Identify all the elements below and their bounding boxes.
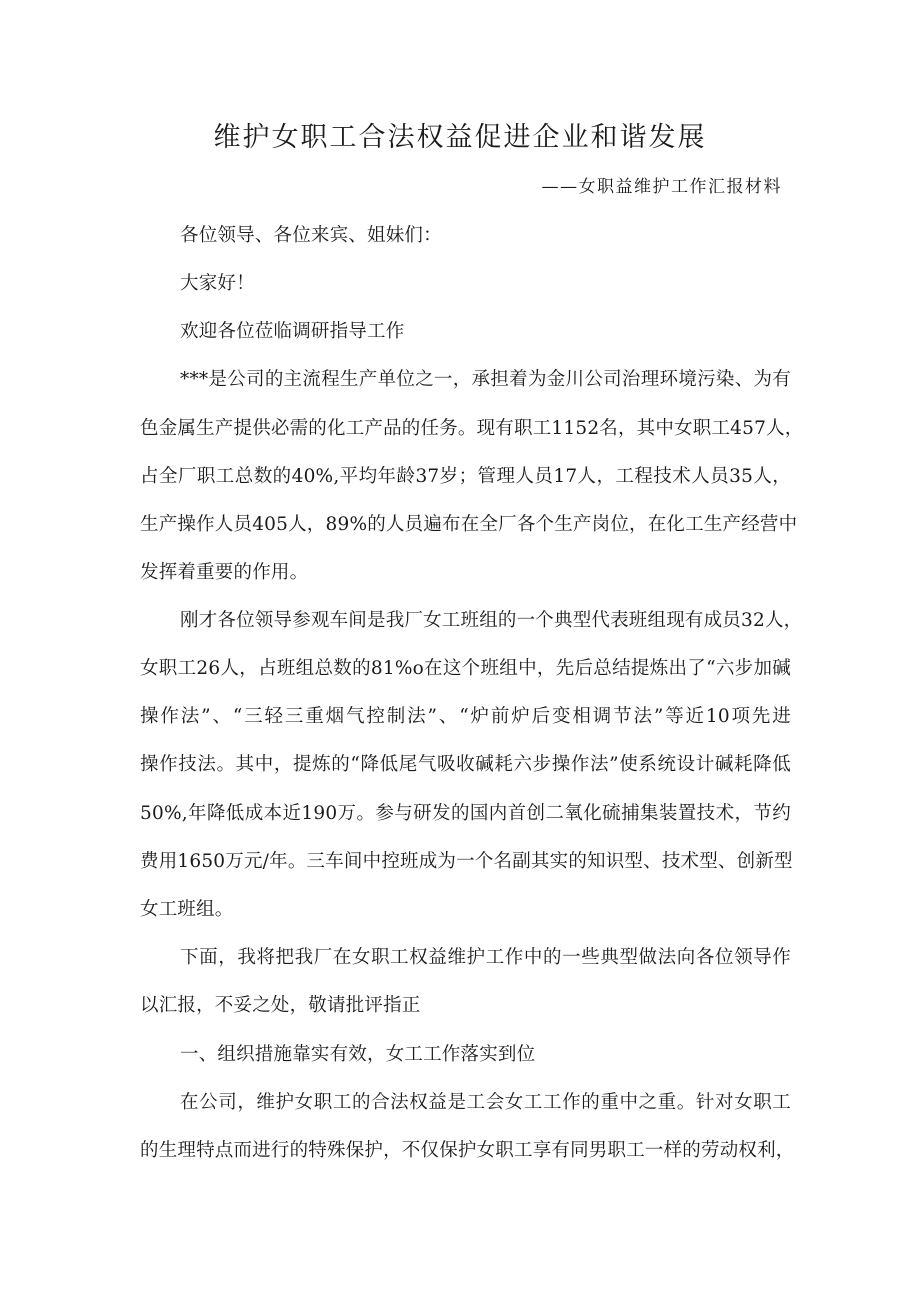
paragraph-line: ***是公司的主流程生产单位之一，承担着为金川公司治理环境污染、为有 <box>180 369 791 390</box>
welcome-line: 欢迎各位莅临调研指导工作 <box>180 321 405 342</box>
paragraph-line: 女职工26人，占班组总数的81%o在这个班组中，先后总结提炼出了“六步加碱 <box>140 658 791 679</box>
greeting-line: 大家好！ <box>180 273 255 294</box>
paragraph-line: 发挥着重要的作用。 <box>140 562 309 583</box>
salutation-line: 各位领导、各位来宾、姐妹们： <box>180 225 442 246</box>
paragraph-line: 操作技法。其中，提炼的“降低尾气吸收碱耗六步操作法”使系统设计碱耗降低 <box>140 754 791 775</box>
paragraph-line: 占全厂职工总数的40%,平均年龄37岁；管理人员17人，工程技术人员35人， <box>140 466 791 487</box>
paragraph-line: 费用1650万元/年。三车间中控班成为一个名副其实的知识型、技术型、创新型 <box>140 851 793 872</box>
paragraph-line: 操作法”、“三轻三重烟气控制法”、“炉前炉后变相调节法”等近10项先进 <box>140 706 791 727</box>
paragraph-line: 下面，我将把我厂在女职工权益维护工作中的一些典型做法向各位领导作 <box>180 947 791 968</box>
paragraph-line: 刚才各位领导参观车间是我厂女工班组的一个典型代表班组现有成员32人， <box>180 610 803 631</box>
document-title: 维护女职工合法权益促进企业和谐发展 <box>213 122 707 153</box>
section-heading: 一、组织措施靠实有效，女工工作落实到位 <box>180 1044 536 1065</box>
paragraph-line: 生产操作人员405人，89%的人员遍布在全厂各个生产岗位，在化工生产经营中 <box>140 514 798 535</box>
paragraph-line: 色金属生产提供必需的化工产品的任务。现有职工1152名，其中女职工457人， <box>140 418 804 439</box>
paragraph-line: 在公司，维护女职工的合法权益是工会女工工作的重中之重。针对女职工 <box>180 1092 791 1113</box>
paragraph-line: 以汇报，不妥之处，敬请批评指正 <box>140 995 421 1016</box>
paragraph-line: 女工班组。 <box>140 899 234 920</box>
document-subtitle: ——女职益维护工作汇报材料 <box>541 177 782 197</box>
paragraph-line: 50%,年降低成本近190万。参与研发的国内首创二氧化硫捕集装置技术，节约 <box>140 803 791 824</box>
paragraph-line: 的生理特点而进行的特殊保护，不仅保护女职工享有同男职工一样的劳动权利， <box>140 1140 795 1161</box>
